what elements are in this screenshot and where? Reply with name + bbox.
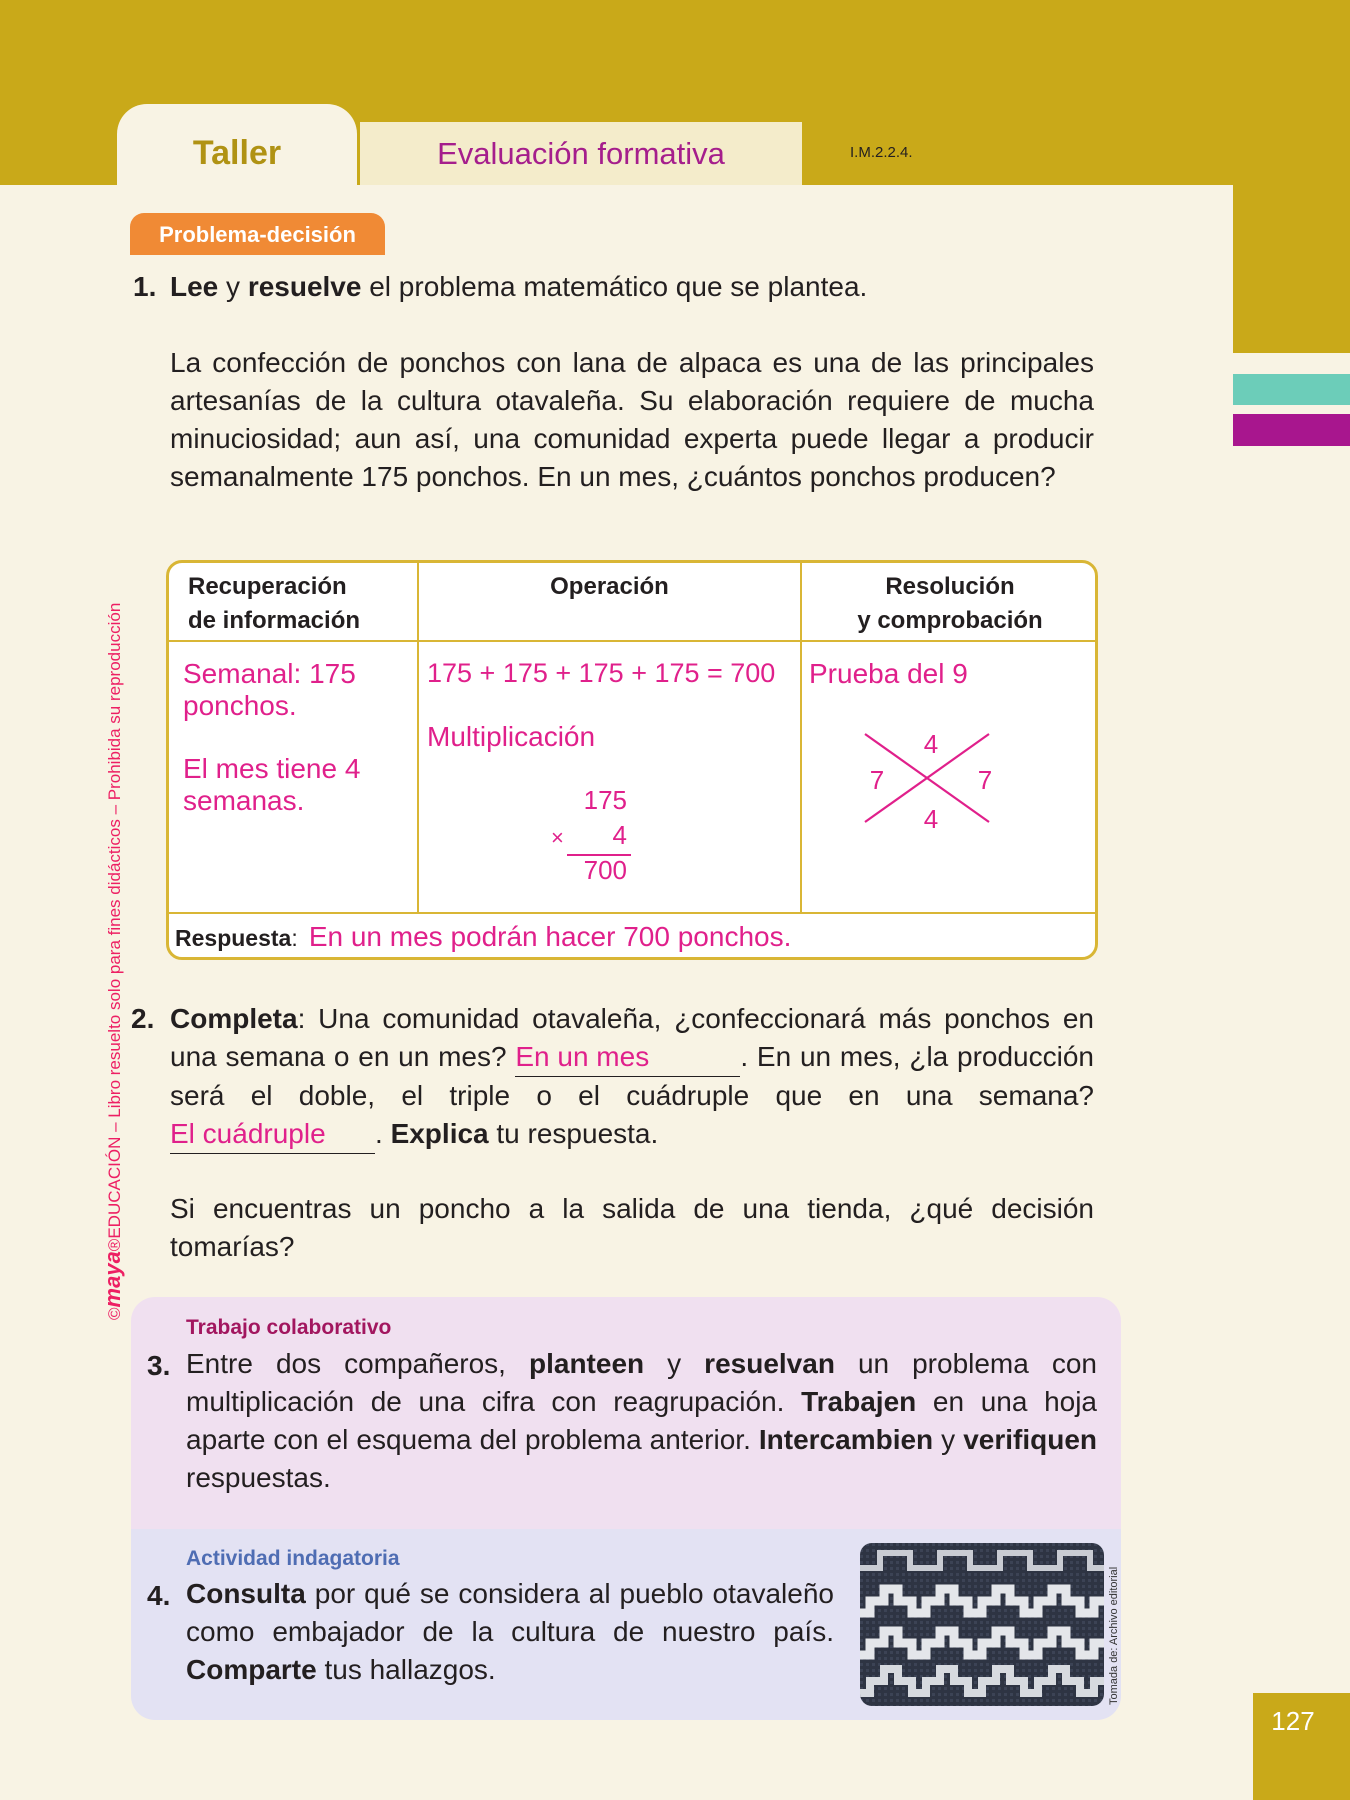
operation-sum: 175 + 175 + 175 + 175 = 700 <box>427 658 776 688</box>
teal-stripe <box>1233 374 1350 405</box>
q2-part4: tu respuesta. <box>488 1118 659 1149</box>
proof-bottom: 4 <box>923 804 939 834</box>
mult-sign: × <box>551 825 564 850</box>
q3-verb-verifiquen: verifiquen <box>963 1424 1097 1455</box>
answer-label: Respuesta <box>175 925 292 951</box>
q3-t6: respuestas. <box>186 1462 331 1493</box>
mult-top: 175 <box>583 785 627 815</box>
q3-t4: en una hoja aparte con el esquema del problema anterior. <box>186 1386 1098 1455</box>
q2-part1: : Una comunidad otavaleña, ¿confeccionará más ponchos en una semana o en un mes? <box>170 1003 1094 1072</box>
q4-t2: tus hallazgos. <box>316 1654 496 1685</box>
page-number: 127 <box>1271 1706 1315 1736</box>
q3-number: 3. <box>147 1350 171 1381</box>
indicator-code: I.M.2.2.4. <box>850 144 913 161</box>
q2-part2: . En un mes, ¿la producción será el doble, el triple o el cuádruple que en una semana? <box>170 1041 1094 1111</box>
q3-text <box>186 1345 1097 1497</box>
q2-verb-explica: Explica <box>390 1118 489 1149</box>
header-divider <box>169 640 1098 642</box>
info-month: El mes tiene 4 semanas. <box>183 753 361 816</box>
q2-text <box>170 1000 1094 1154</box>
copyright-symbol: © <box>105 1307 124 1320</box>
header-recuperacion <box>188 570 360 638</box>
q3-t1: Entre dos compañeros, <box>186 1348 529 1379</box>
q3-verb-trabajen: Trabajen <box>801 1386 917 1417</box>
q2-extra: Si encuentras un poncho a la salida de una tienda, ¿qué decisión tomarías? <box>170 1193 1094 1262</box>
q3-verb-resuelvan: resuelvan <box>704 1348 835 1379</box>
proof-label: Prueba del 9 <box>809 658 968 689</box>
right-band <box>1233 185 1350 353</box>
mult-result: 700 <box>583 855 627 885</box>
textile-pattern-icon <box>860 1543 1104 1706</box>
tab-evaluacion <box>360 122 802 185</box>
proof-left: 7 <box>869 765 885 795</box>
q4-verb-consulta: Consulta <box>186 1578 306 1609</box>
magenta-stripe <box>1233 414 1350 446</box>
q2-part3: . <box>375 1118 391 1149</box>
copyright-text: ®EDUCACIÓN – Libro resuelto solo para fines didácticos – Prohibida su reproducción <box>105 602 124 1252</box>
header-resolucion <box>802 570 1098 638</box>
q4-text <box>186 1575 834 1689</box>
q4-number: 4. <box>147 1580 171 1611</box>
tab-evaluacion-label: Evaluación formativa <box>437 136 725 171</box>
q2-verb-completa: Completa <box>170 1003 298 1034</box>
image-credit: Tomada de: Archivo editorial <box>1108 1566 1120 1705</box>
copyright-sidebar <box>100 520 130 1320</box>
q2-number: 2. <box>131 1003 155 1034</box>
q1-verb-resuelve: resuelve <box>247 271 362 302</box>
q3-verb-intercambien: Intercambien <box>758 1424 934 1455</box>
q1-instruction-rest: el problema matemático que se plantea. <box>361 271 868 302</box>
q4-t1: por qué se considera al pueblo otavaleño como embajador de la cultura de nuestro país. <box>186 1578 834 1647</box>
q1-number: 1. <box>133 271 157 302</box>
header-resolucion-line1: Resolución <box>885 573 1015 600</box>
answer-row <box>175 921 791 953</box>
header-resolucion-line2: y comprobación <box>857 607 1043 634</box>
header-recuperacion-line2: de información <box>188 607 361 634</box>
tab-taller-label: Taller <box>192 134 282 172</box>
q3-t5: y <box>933 1424 964 1455</box>
q2-fill-2: El cuádruple <box>170 1115 375 1154</box>
collab-label: Trabajo colaborativo <box>186 1316 392 1339</box>
q1-problem: La confección de ponchos con lana de alpaca es una de las principales artesanías de la cultura otavaleña. Su elaboración requiere de mucha minuciosidad; aun así, una comunidad experta puede llegar a producir semanalmente 175 ponchos. En un mes, ¿cuántos ponchos producen? <box>170 347 1094 492</box>
poncho-textile-image <box>860 1543 1104 1706</box>
q3-t2: y <box>644 1348 705 1379</box>
maya-logo: maya <box>100 1251 125 1308</box>
q3-verb-planteen: planteen <box>528 1348 645 1379</box>
q3-t3: un problema con multiplicación de una cifra con reagrupación. <box>186 1348 1097 1417</box>
mult-factor: 4 <box>612 820 627 850</box>
proof-right: 7 <box>977 765 993 795</box>
q4-verb-comparte: Comparte <box>186 1654 317 1685</box>
q2-fill-1: En un mes <box>515 1038 740 1077</box>
col-divider-1 <box>417 563 419 914</box>
tab-taller <box>117 104 357 186</box>
info-weekly: Semanal: 175 ponchos. <box>183 658 356 721</box>
inquiry-label: Actividad indagatoria <box>186 1547 400 1570</box>
answer-colon: : <box>291 925 298 951</box>
problem-badge: Problema-decisión <box>130 213 385 255</box>
operation-mult-label: Multiplicación <box>427 721 596 752</box>
q1-y: y <box>218 271 248 302</box>
header-operacion: Operación <box>550 573 669 600</box>
answer-text: En un mes podrán hacer 700 ponchos. <box>308 921 792 952</box>
proof-top: 4 <box>923 729 939 759</box>
q1-instruction <box>170 268 1090 306</box>
answer-divider <box>169 912 1098 914</box>
header-recuperacion-line1: Recuperación <box>188 573 347 600</box>
solution-table <box>166 560 1098 960</box>
q1-verb-lee: Lee <box>170 271 219 302</box>
